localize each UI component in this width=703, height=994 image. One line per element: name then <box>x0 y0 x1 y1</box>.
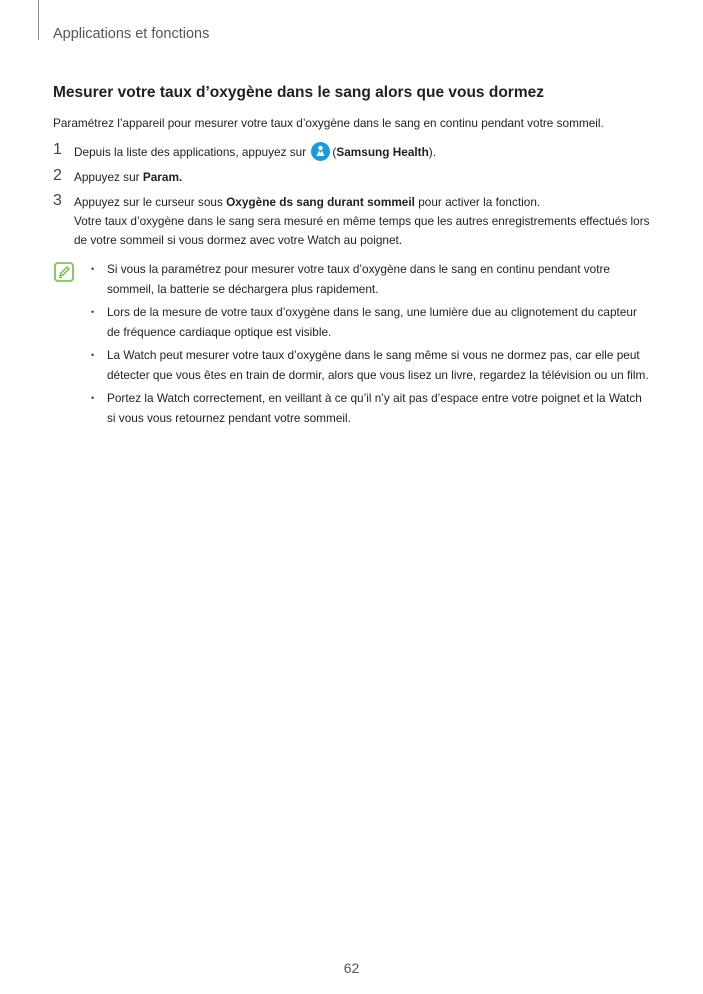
step-2 <box>53 168 653 187</box>
step-number: 2 <box>53 167 62 184</box>
step-continuation: Votre taux d’oxygène dans le sang sera mesuré en même temps que les autres enregistrements effectués lors de votre sommeil si vous dormez avec votre Watch au poignet. <box>74 214 650 247</box>
header-rule <box>38 0 39 40</box>
step-bold: Param. <box>142 170 183 184</box>
note-item: • Si vous la paramétrez pour mesurer votre taux d’oxygène dans le sang en continu pendant votre sommeil, la batterie se déchargera plus rapidement. <box>107 260 652 299</box>
step-text: Depuis la liste des applications, appuyez sur <box>74 145 307 159</box>
step-text: Appuyez sur <box>74 170 140 184</box>
step-bold: Samsung Health <box>336 145 429 159</box>
section-intro: Paramétrez l’appareil pour mesurer votre taux d’oxygène dans le sang en continu pendant votre sommeil. <box>53 116 604 130</box>
step-text-after: pour activer la fonction. <box>418 195 541 209</box>
note-pencil-icon <box>54 262 74 282</box>
step-number: 3 <box>53 192 62 209</box>
note-item: • Lors de la mesure de votre taux d’oxygène dans le sang, une lumière due au clignotement du capteur de fréquence cardiaque optique est visible. <box>107 303 652 342</box>
step-number: 1 <box>53 141 62 158</box>
samsung-health-icon <box>311 142 330 161</box>
step-text-open: ( <box>332 145 337 159</box>
step-text: Appuyez sur le curseur sous <box>74 195 223 209</box>
step-bold: Oxygène ds sang durant sommeil <box>226 195 415 209</box>
header-title: Applications et fonctions <box>53 26 210 42</box>
step-1 <box>53 142 653 162</box>
note-list <box>107 260 652 432</box>
steps-list <box>53 142 653 256</box>
section-title: Mesurer votre taux d’oxygène dans le sang alors que vous dormez <box>53 84 544 101</box>
page-number: 62 <box>343 960 360 976</box>
note-item: • Portez la Watch correctement, en veillant à ce qu’il n’y ait pas d’espace entre votre poignet et la Watch si vous vous retournez pendant votre sommeil. <box>107 389 652 428</box>
note-item: • La Watch peut mesurer votre taux d’oxygène dans le sang même si vous ne dormez pas, car elle peut détecter que vous êtes en train de dormir, alors que vous lisez un livre, regardez la télévision ou un film. <box>107 346 652 385</box>
step-text-after: ). <box>428 145 437 159</box>
step-3 <box>53 193 653 250</box>
